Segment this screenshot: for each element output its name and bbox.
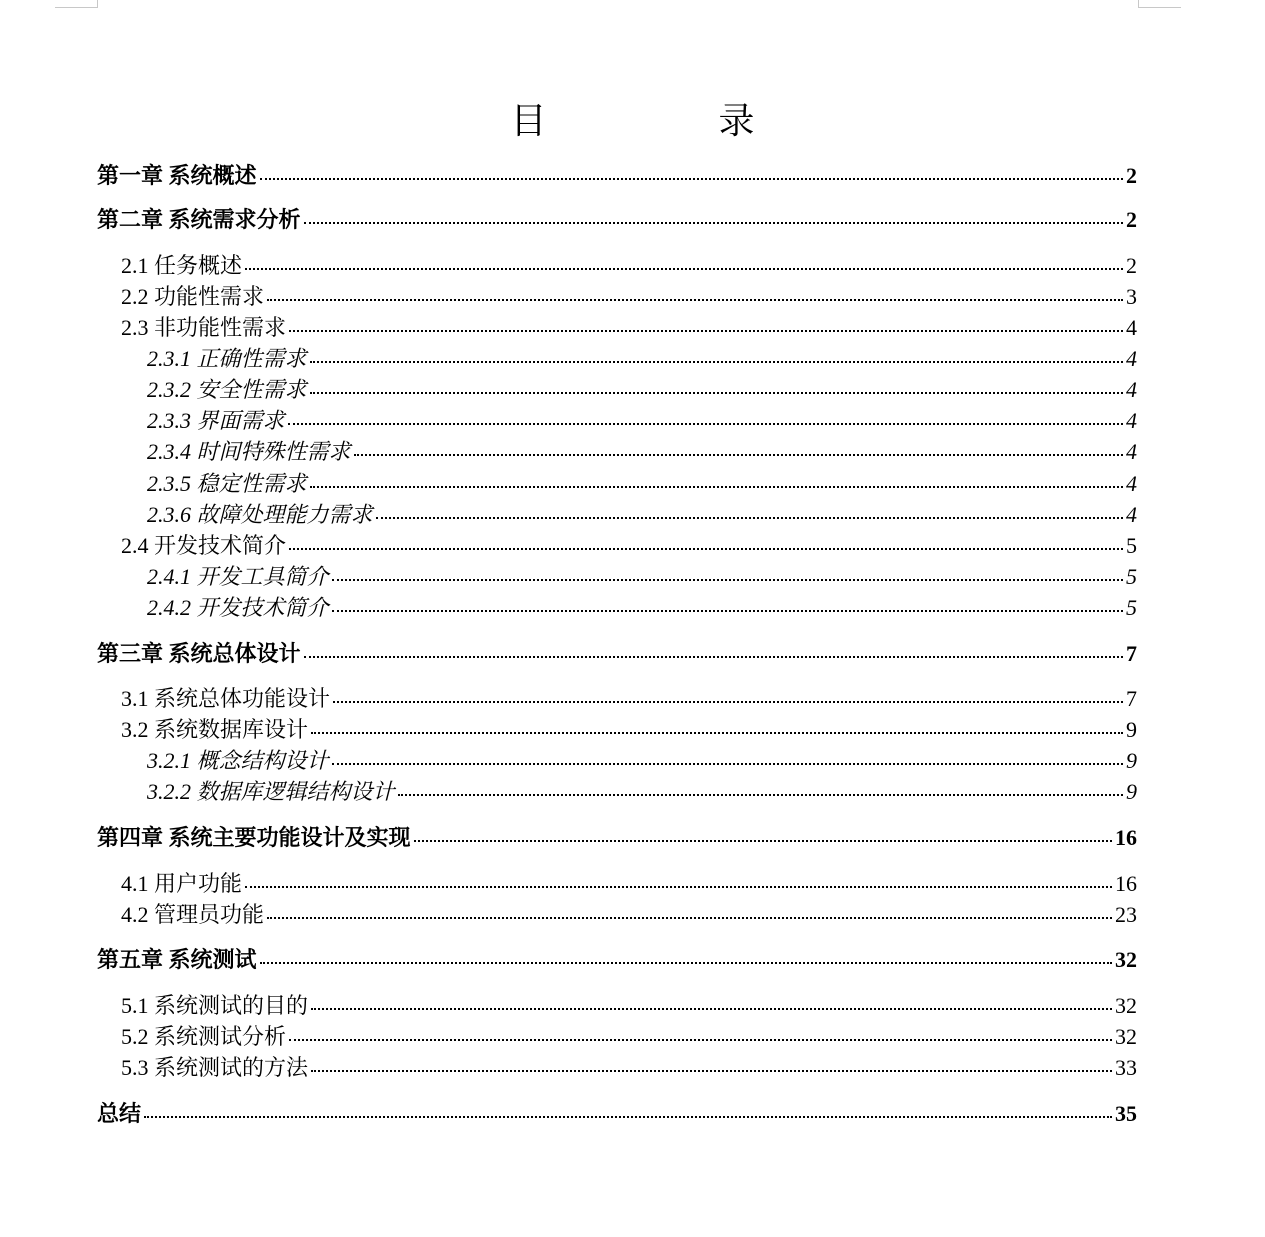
toc-entry-page: 3 [1126,284,1137,309]
toc-entry-page: 32 [1115,947,1137,972]
toc-entry-page: 5 [1126,595,1137,620]
toc-entry-label: 2.3.1 正确性需求 [147,346,307,371]
toc-entry-page: 16 [1115,871,1137,896]
toc-entry-page: 35 [1115,1101,1137,1126]
dot-leader [332,610,1123,612]
toc-entry-label: 2.4.2 开发技术简介 [147,595,329,620]
toc-entry-label: 第五章 系统测试 [97,947,257,972]
dot-leader [311,1008,1112,1010]
dot-leader [310,392,1123,394]
toc-entry-2-3-2[interactable] [147,376,1137,404]
dot-leader [311,1070,1112,1072]
toc-entry-page: 4 [1126,502,1137,527]
toc-title: 目 录 [510,101,823,141]
toc-entry-5-1[interactable] [121,992,1137,1020]
toc-entry-chapter-5[interactable] [97,946,1137,974]
dot-leader [333,701,1123,703]
dot-leader [289,548,1123,550]
dot-leader [310,361,1123,363]
toc-entry-page: 2 [1126,207,1137,232]
toc-entry-page: 4 [1126,377,1137,402]
dot-leader [376,517,1123,519]
toc-entry-3-1[interactable] [121,685,1137,713]
toc-entry-label: 3.2 系统数据库设计 [121,717,309,742]
toc-entry-page: 32 [1115,1024,1137,1049]
toc-entry-page: 4 [1126,315,1137,340]
toc-entry-chapter-2[interactable] [97,206,1137,234]
toc-entry-label: 4.1 用户功能 [121,871,243,896]
dot-leader [304,222,1123,224]
toc-entry-label: 2.2 功能性需求 [121,284,265,309]
toc-entry-page: 2 [1126,253,1137,278]
toc-entry-page: 9 [1126,748,1137,773]
toc-entry-5-3[interactable] [121,1054,1137,1082]
toc-entry-label: 5.2 系统测试分析 [121,1024,287,1049]
toc-entry-label: 第四章 系统主要功能设计及实现 [97,825,411,850]
toc-entry-page: 9 [1126,717,1137,742]
toc-entry-chapter-4[interactable] [97,824,1137,852]
dot-leader [245,268,1123,270]
toc-entry-page: 4 [1126,471,1137,496]
toc-entry-2-3-4[interactable] [147,438,1137,466]
dot-leader [311,732,1123,734]
dot-leader [304,656,1123,658]
toc-entry-2-3-1[interactable] [147,345,1137,373]
toc-entry-label: 2.3.2 安全性需求 [147,377,307,402]
toc-entry-label: 3.2.2 数据库逻辑结构设计 [147,779,395,804]
toc-entry-page: 9 [1126,779,1137,804]
dot-leader [310,486,1123,488]
toc-entry-page: 5 [1126,564,1137,589]
toc-entry-2-4[interactable] [121,532,1137,560]
toc-entry-label: 第二章 系统需求分析 [97,207,301,232]
dot-leader [267,299,1123,301]
toc-entry-page: 5 [1126,533,1137,558]
toc-entry-summary[interactable] [97,1100,1137,1128]
toc-entry-3-2-2[interactable] [147,778,1137,806]
toc-entry-label: 2.4 开发技术简介 [121,533,287,558]
toc-entry-label: 2.1 任务概述 [121,253,243,278]
toc-entry-3-2-1[interactable] [147,747,1137,775]
toc-entry-4-1[interactable] [121,870,1137,898]
toc-entry-2-3-5[interactable] [147,470,1137,498]
dot-leader [332,763,1123,765]
dot-leader [288,423,1123,425]
toc-entry-page: 4 [1126,439,1137,464]
dot-leader [245,886,1112,888]
dot-leader [267,917,1112,919]
toc-entry-label: 3.1 系统总体功能设计 [121,686,331,711]
toc-entry-label: 3.2.1 概念结构设计 [147,748,329,773]
toc-entry-page: 4 [1126,408,1137,433]
dot-leader [289,330,1123,332]
toc-entry-label: 2.3 非功能性需求 [121,315,287,340]
toc-entry-label: 2.3.4 时间特殊性需求 [147,439,351,464]
toc-entry-label: 2.3.5 稳定性需求 [147,471,307,496]
dot-leader [144,1116,1112,1118]
toc-entry-label: 总结 [97,1101,142,1126]
dot-leader [260,962,1112,964]
dot-leader [398,794,1123,796]
toc-entry-5-2[interactable] [121,1023,1137,1051]
toc-entry-page: 16 [1115,825,1137,850]
toc-entry-label: 2.3.3 界面需求 [147,408,285,433]
toc-entry-label: 第三章 系统总体设计 [97,641,301,666]
toc-entry-2-4-2[interactable] [147,594,1137,622]
toc-entry-2-4-1[interactable] [147,563,1137,591]
dot-leader [289,1039,1112,1041]
toc-entry-chapter-1[interactable] [97,162,1137,190]
toc-entry-2-2[interactable] [121,283,1137,311]
toc-entry-label: 2.3.6 故障处理能力需求 [147,502,373,527]
toc-entry-page: 7 [1126,641,1137,666]
dot-leader [260,178,1123,180]
toc-entry-3-2[interactable] [121,716,1137,744]
dot-leader [332,579,1123,581]
toc-entry-label: 5.3 系统测试的方法 [121,1055,309,1080]
toc-entry-label: 第一章 系统概述 [97,163,257,188]
toc-entry-label: 5.1 系统测试的目的 [121,993,309,1018]
toc-entry-page: 33 [1115,1055,1137,1080]
toc-entry-4-2[interactable] [121,901,1137,929]
toc-entry-2-3-6[interactable] [147,501,1137,529]
toc-entry-page: 32 [1115,993,1137,1018]
toc-entry-page: 7 [1126,686,1137,711]
toc-entry-2-3[interactable] [121,314,1137,342]
toc-entry-page: 4 [1126,346,1137,371]
toc-entry-chapter-3[interactable] [97,640,1137,668]
toc-entry-label: 2.4.1 开发工具简介 [147,564,329,589]
dot-leader [354,454,1123,456]
toc-entry-2-3-3[interactable] [147,407,1137,435]
toc-entry-label: 4.2 管理员功能 [121,902,265,927]
toc-entry-page: 2 [1126,163,1137,188]
dot-leader [414,840,1112,842]
toc-entry-2-1[interactable] [121,252,1137,280]
toc-entry-page: 23 [1115,902,1137,927]
